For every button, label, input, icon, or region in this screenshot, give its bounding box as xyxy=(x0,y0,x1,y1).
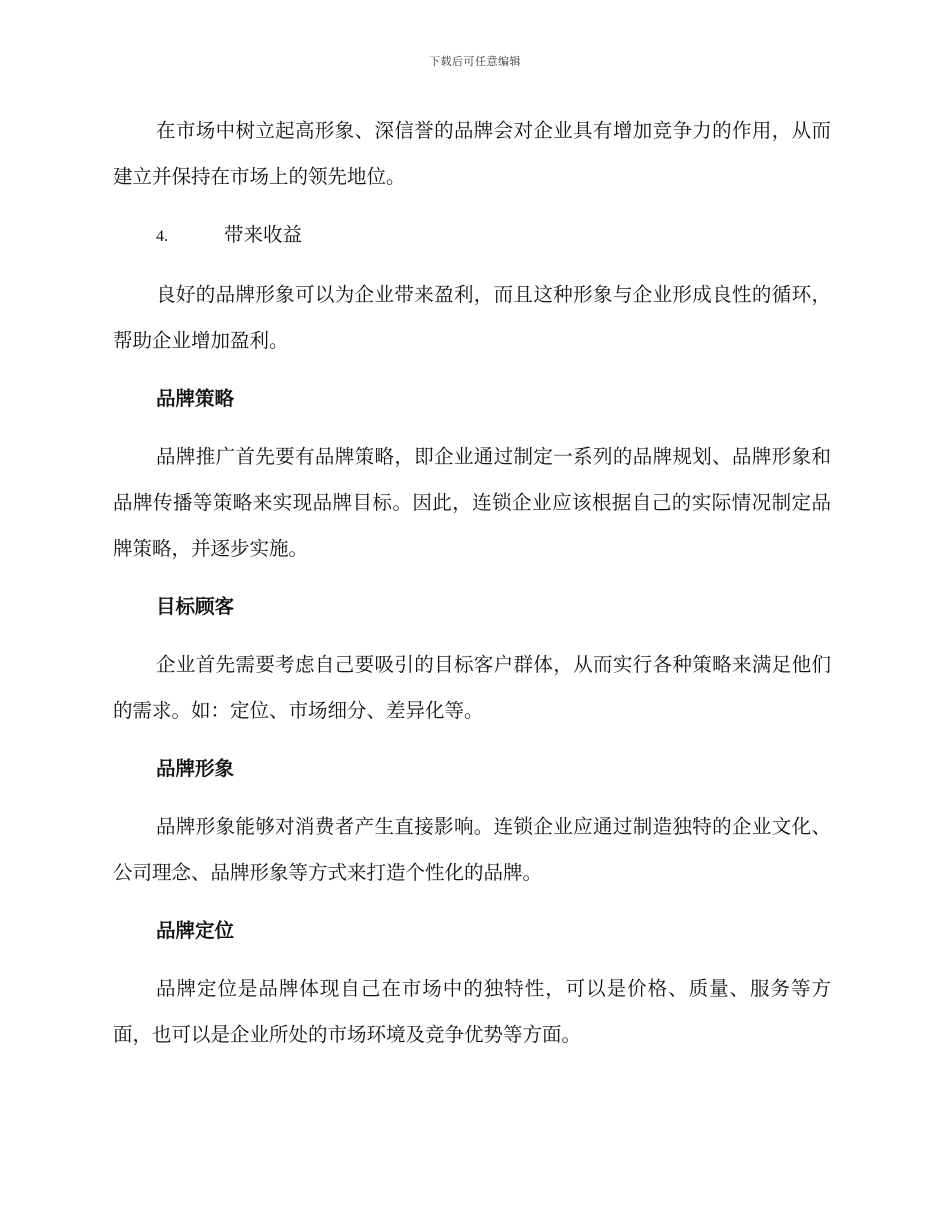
paragraph-profit: 良好的品牌形象可以为企业带来盈利，而且这种形象与企业形成良性的循环，帮助企业增加盈利。 xyxy=(113,283,831,352)
numbered-item-4 xyxy=(113,212,831,260)
paragraph-brand-positioning: 品牌定位是品牌体现自己在市场中的独特性，可以是价格、质量、服务等方面，也可以是企业所处的市场环境及竞争优势等方面。 xyxy=(113,977,831,1046)
item-number: 4. xyxy=(156,228,168,245)
heading-brand-positioning: 品牌定位 xyxy=(156,919,235,942)
heading-target-customers: 目标顾客 xyxy=(156,595,235,618)
page-header-note: 下载后可任意编辑 xyxy=(429,55,521,68)
paragraph-brand-image: 品牌形象能够对消费者产生直接影响。连锁企业应通过制造独特的企业文化、公司理念、品牌形象等方式来打造个性化的品牌。 xyxy=(113,815,831,884)
paragraph-target-customers: 企业首先需要考虑自己要吸引的目标客户群体，从而实行各种策略来满足他们的需求。如：定位、市场细分、差异化等。 xyxy=(113,653,831,722)
item-title: 带来收益 xyxy=(224,223,303,246)
paragraph-competitiveness: 在市场中树立起高形象、深信誉的品牌会对企业具有增加竞争力的作用，从而建立并保持在市场上的领先地位。 xyxy=(113,119,831,188)
heading-brand-strategy: 品牌策略 xyxy=(156,387,235,410)
paragraph-brand-strategy: 品牌推广首先要有品牌策略，即企业通过制定一系列的品牌规划、品牌形象和品牌传播等策略来实现品牌目标。因此，连锁企业应该根据自己的实际情况制定品牌策略，并逐步实施。 xyxy=(113,445,831,560)
document-body xyxy=(113,108,831,1058)
heading-brand-image: 品牌形象 xyxy=(156,757,235,780)
